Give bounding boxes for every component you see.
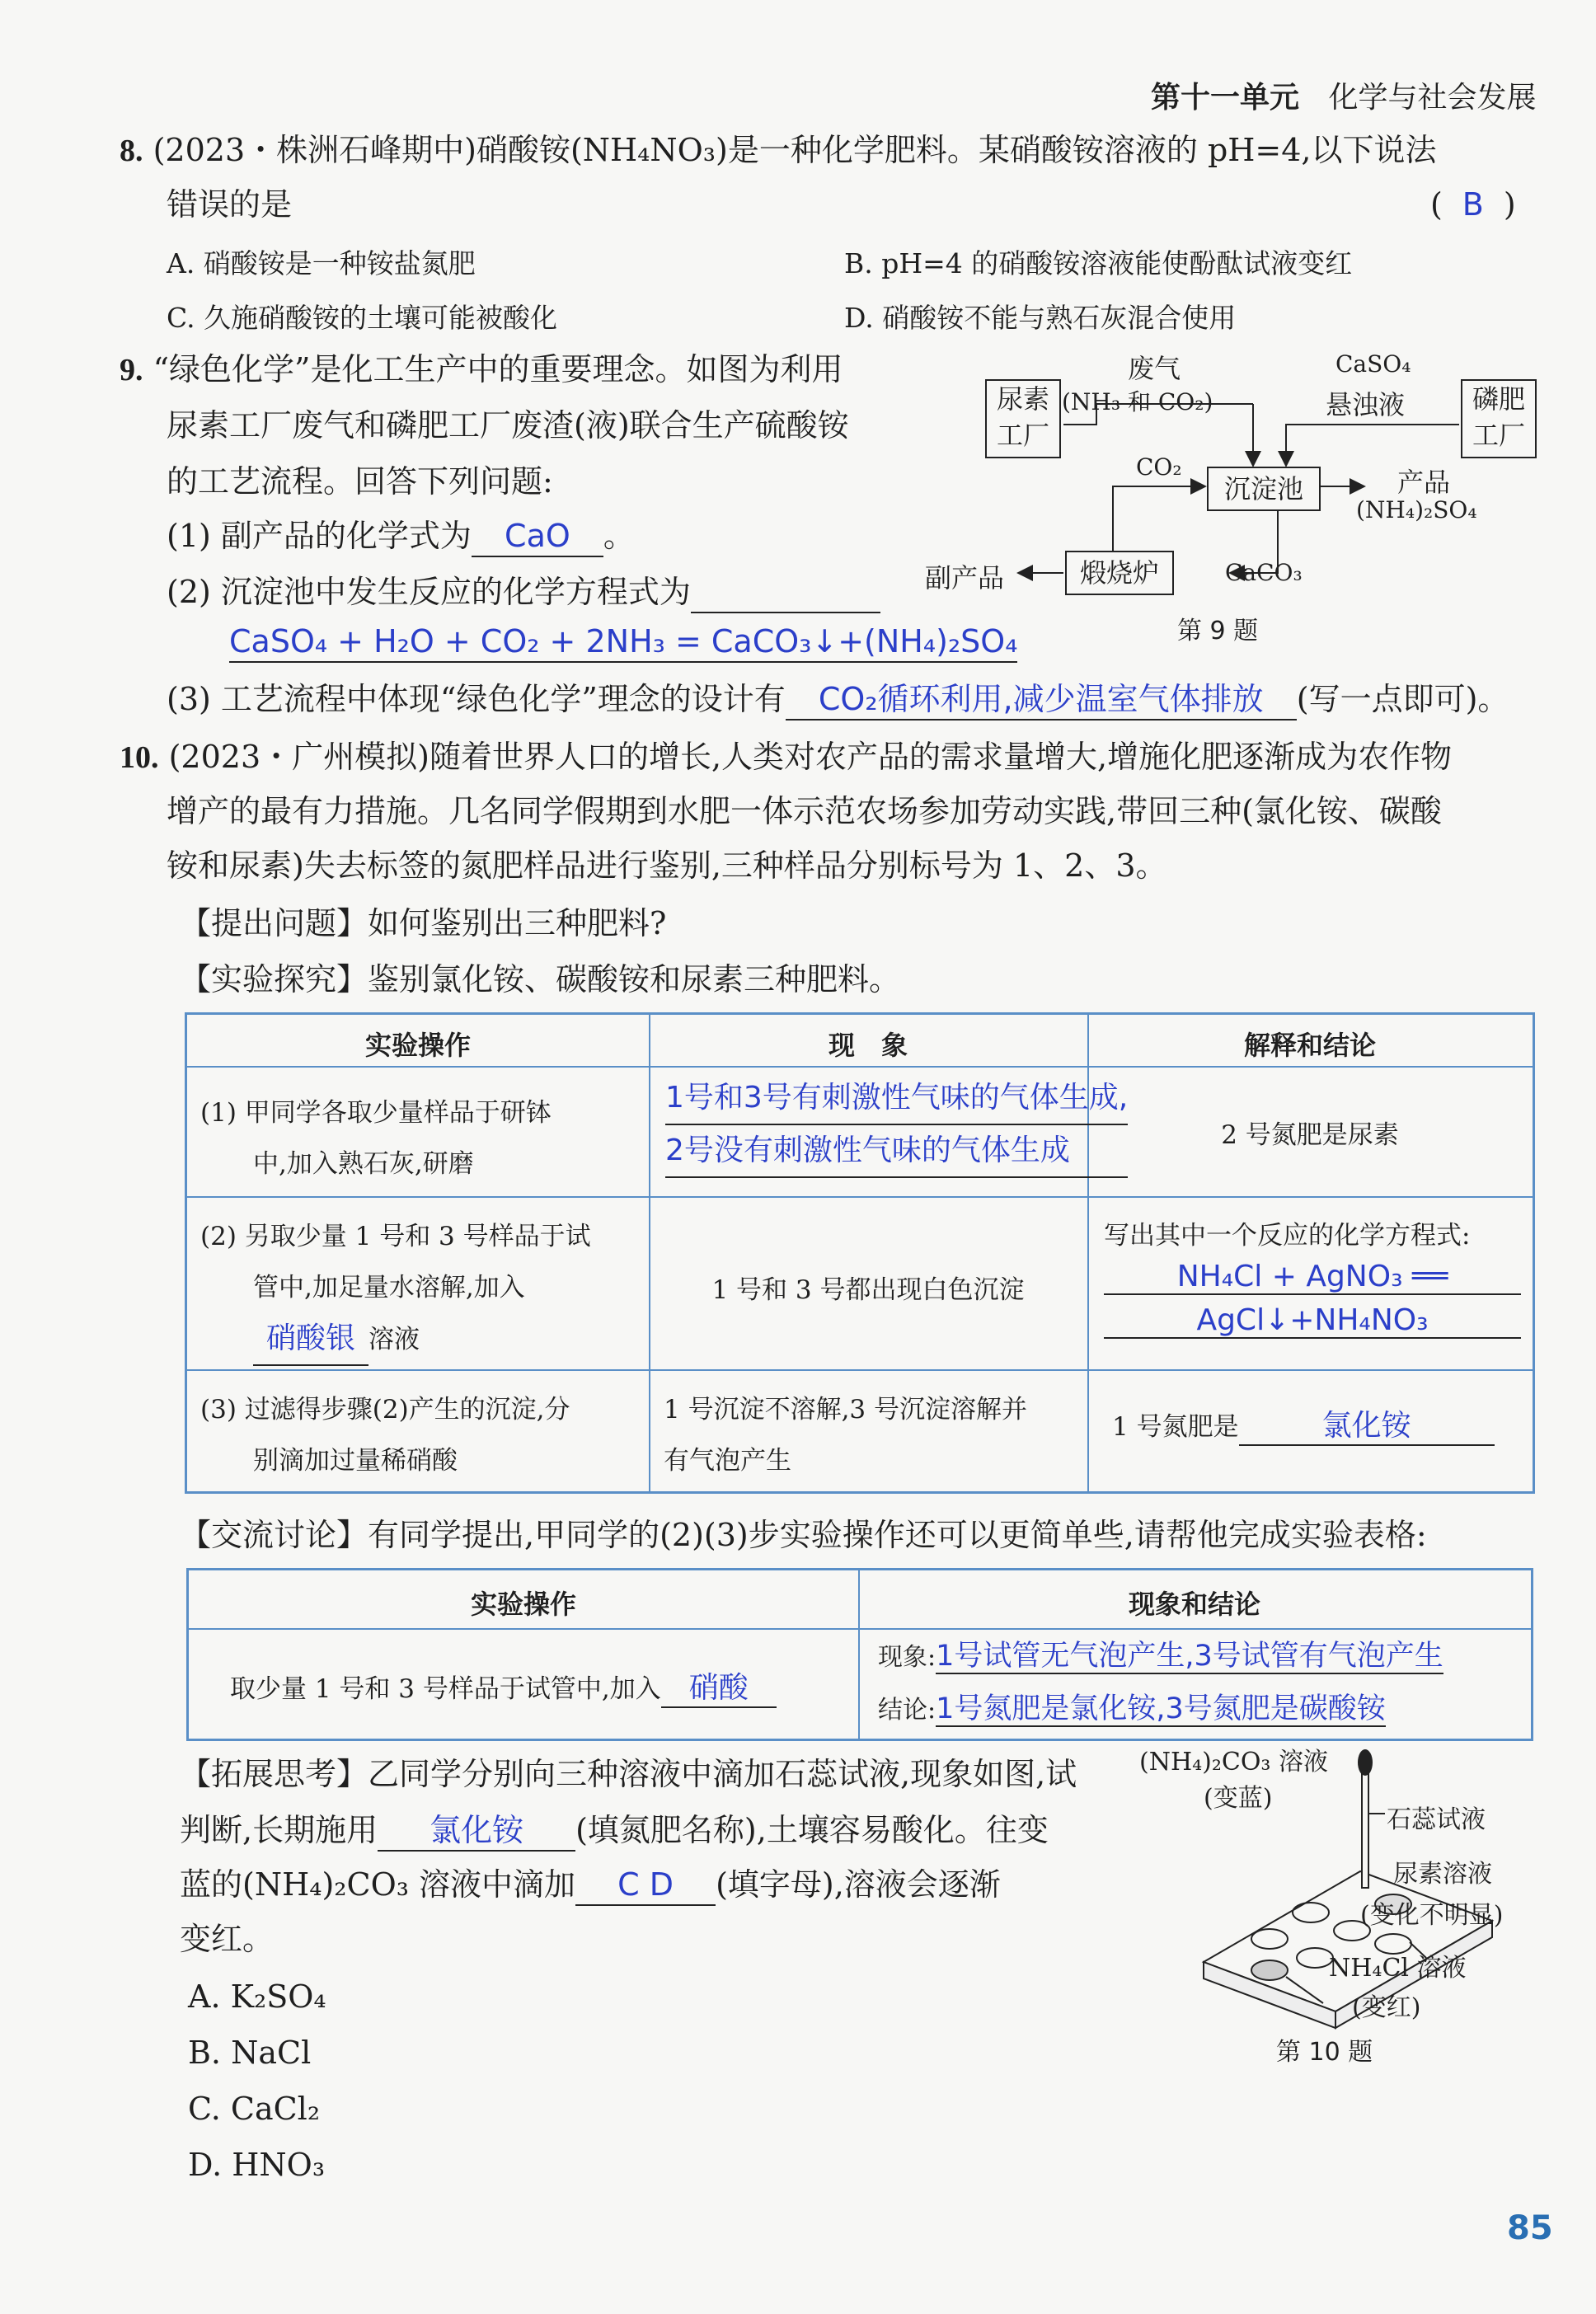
co2-label: CO₂ [1136, 453, 1182, 481]
extend-line3: 蓝的(NH₄)₂CO₃ 溶液中滴加 C D (填字母),溶液会逐渐 [180, 1866, 1001, 1906]
row2-conclusion: 写出其中一个反应的化学方程式: NH₄Cl + AgNO₃ ══ AgCl↓+NH₄NO₃ [1104, 1214, 1521, 1339]
spot-plate-figure [1139, 1748, 1575, 2094]
q9-part3-answer: CO₂循环利用,减少温室气体排放 [786, 681, 1297, 720]
table2-observation: 现象:1号试管无气泡产生,3号试管有气泡产生 [878, 1640, 1443, 1673]
amm-carb-label: (NH₄)₂CO₃ 溶液 [1139, 1748, 1328, 1777]
simplified-experiment-table [186, 1568, 1533, 1741]
table2-conclusion-answer: 1号氮肥是氯化铵,3号氮肥是碳酸铵 [936, 1692, 1386, 1725]
table2-header-operation: 实验操作 [470, 1589, 576, 1620]
suspension-label: 悬浊液 [1326, 389, 1406, 420]
blue-label: (变蓝) [1204, 1784, 1273, 1813]
q9-part1: (1) 副产品的化学式为 CaO 。 [167, 518, 635, 557]
q10-stem1: (2023・广州模拟)随着世界人口的增长,人类对农产品的需求量增大,增施化肥逐渐成为农作物 [168, 739, 1453, 775]
red-well [1251, 1960, 1288, 1980]
row3-observation: 1 号沉淀不溶解,3 号沉淀溶解并 有气泡产生 [664, 1395, 1028, 1476]
q9-part2-answer: CaSO₄ + H₂O + CO₂ + 2NH₃ = CaCO₃↓+(NH₄)₂SO₄ [229, 623, 1017, 663]
caso4-label: CaSO₄ [1335, 350, 1411, 378]
table1-header-observation: 现 象 [828, 1030, 908, 1061]
row2-operation: (2) 另取少量 1 号和 3 号样品于试 管中,加足量水溶解,加入 硝酸银 溶液 [200, 1211, 637, 1366]
unit-title: 第十一单元 [1151, 81, 1300, 115]
byproduct-label: 副产品 [925, 562, 1005, 594]
q8-option-b: B. pH=4 的硝酸铵溶液能使酚酞试液变红 [844, 247, 1353, 279]
q9-part2 [167, 574, 880, 613]
q9-part1-label: (1) 副产品的化学式为 [167, 518, 472, 554]
q9-part3 [167, 681, 1509, 720]
page-number: 85 [1507, 2209, 1553, 2247]
q9-stem1: “绿色化学”是化工生产中的重要理念。如图为利用 [153, 351, 843, 387]
extend-line1: 【拓展思考】乙同学分别向三种溶液中滴加石蕊试液,现象如图,试 [180, 1756, 1077, 1792]
phosphate-factory-box: 磷肥工厂 [1461, 379, 1537, 458]
row2-observation: 1 号和 3 号都出现白色沉淀 [711, 1275, 1025, 1305]
kiln-box: 煅烧炉 [1065, 551, 1174, 595]
waste-gas-label: 废气 [1128, 353, 1181, 384]
q10-stem-line1 [120, 739, 1452, 777]
table2-header-result: 现象和结论 [1128, 1589, 1260, 1620]
q9-figure-caption: 第 9 题 [1177, 617, 1259, 645]
extend-option-d: D. HNO₃ [188, 2147, 326, 2183]
q9-stem3: 的工艺流程。回答下列问题: [167, 463, 553, 500]
dropper [1362, 1764, 1368, 1888]
table2-observation-answer: 1号试管无气泡产生,3号试管有气泡产生 [936, 1640, 1443, 1673]
unit-topic: 化学与社会发展 [1328, 81, 1537, 115]
extend-line2: 判断,长期施用 氯化铵 (填氮肥名称),土壤容易酸化。往变 [180, 1812, 1049, 1852]
q10-explore: 【实验探究】鉴别氯化铵、碳酸铵和尿素三种肥料。 [180, 961, 901, 997]
q9-part3-suffix: (写一点即可)。 [1296, 681, 1509, 717]
q10-stem3: 铵和尿素)失去标签的氮肥样品进行鉴别,三种样品分别标号为 1、2、3。 [167, 847, 1167, 884]
q8-answer-bracket: ( B ) [1430, 186, 1516, 223]
q9-part2-label: (2) 沉淀池中发生反应的化学方程式为 [167, 574, 691, 610]
q8-option-a: A. 硝酸铵是一种铵盐氮肥 [167, 247, 476, 279]
q9-part1-answer: CaO [472, 518, 603, 557]
table2-operation: 取少量 1 号和 3 号样品于试管中,加入 硝酸 [230, 1664, 777, 1708]
extend-option-b: B. NaCl [188, 2035, 312, 2071]
table2-reagent-answer: 硝酸 [661, 1664, 777, 1708]
q10-number: 10. [120, 740, 159, 775]
row3-fertilizer-answer: 氯化铵 [1239, 1402, 1495, 1446]
table2-conclusion: 结论:1号氮肥是氯化铵,3号氮肥是碳酸铵 [878, 1692, 1386, 1725]
q9-stem-line1 [120, 351, 843, 390]
q8-option-d: D. 硝酸铵不能与熟石灰混合使用 [844, 302, 1237, 334]
row2-reagent-answer: 硝酸银 [253, 1313, 368, 1366]
red-label: (变红) [1352, 1993, 1421, 2022]
row3-operation: (3) 过滤得步骤(2)产生的沉淀,分 别滴加过量稀硝酸 [200, 1395, 570, 1476]
row3-conclusion: 1 号氮肥是 氯化铵 [1112, 1402, 1495, 1446]
extend-line4: 变红。 [180, 1921, 275, 1957]
table1-header-conclusion: 解释和结论 [1243, 1030, 1376, 1061]
extend-fertilizer-answer: 氯化铵 [378, 1812, 575, 1852]
q8-answer: B [1462, 186, 1484, 223]
row2-equation-line1: NH₄Cl + AgNO₃ ══ [1104, 1260, 1521, 1295]
product-formula: (NH₄)₂SO₄ [1356, 496, 1477, 523]
q10-discuss: 【交流讨论】有同学提出,甲同学的(2)(3)步实验操作还可以更简单些,请帮他完成实验表格: [180, 1517, 1427, 1553]
q8-stem1: (2023・株洲石峰期中)硝酸铵(NH₄NO₃)是一种化学肥料。某硝酸铵溶液的 pH=4,以下说法 [153, 132, 1437, 168]
row2-equation-line2: AgCl↓+NH₄NO₃ [1104, 1303, 1521, 1339]
caco3-label: CaCO₃ [1225, 559, 1303, 586]
row1-observation: 1号和3号有刺激性气味的气体生成, 2号没有刺激性气味的气体生成 [665, 1073, 1128, 1178]
product-label: 产品 [1397, 467, 1451, 498]
q10-stem2: 增产的最有力措施。几名同学假期到水肥一体示范农场参加劳动实践,带回三种(氯化铵、碳酸 [167, 793, 1442, 829]
q10-figure-caption: 第 10 题 [1276, 2038, 1373, 2067]
row1-conclusion: 2 号氮肥是尿素 [1221, 1120, 1399, 1150]
suspension-arrow [1286, 425, 1459, 466]
q8-option-c: C. 久施硝酸铵的土壤可能被酸化 [167, 302, 558, 334]
q9-flow-diagram [925, 338, 1542, 651]
q8-stem2: 错误的是 [167, 186, 293, 223]
q8-number: 8. [120, 134, 143, 168]
extend-choice-answer: C D [575, 1866, 716, 1906]
extend-option-c: C. CaCl₂ [188, 2091, 321, 2127]
urea-factory-box: 尿素工厂 [985, 379, 1061, 458]
no-change-label: (变化不明显) [1360, 1901, 1504, 1930]
litmus-label: 石蕊试液 [1387, 1805, 1486, 1834]
nh4cl-label: NH₄Cl 溶液 [1329, 1954, 1467, 1983]
row1-operation: (1) 甲同学各取少量样品于研钵 中,加入熟石灰,研磨 [200, 1098, 552, 1179]
urea-label: 尿素溶液 [1393, 1860, 1492, 1889]
q9-stem2: 尿素工厂废气和磷肥工厂废渣(液)联合生产硫酸铵 [167, 407, 849, 444]
waste-gas-formula: (NH₃ 和 CO₂) [1062, 388, 1213, 415]
q9-part3-label: (3) 工艺流程中体现“绿色化学”理念的设计有 [167, 681, 786, 717]
extend-option-a: A. K₂SO₄ [188, 1978, 326, 2015]
q10-question: 【提出问题】如何鉴别出三种肥料? [180, 905, 667, 941]
experiment-table [185, 1012, 1535, 1494]
q8-stem-line1 [120, 132, 1437, 171]
q9-number: 9. [120, 353, 143, 387]
table1-header-operation: 实验操作 [364, 1030, 471, 1061]
sedimentation-tank-box: 沉淀池 [1207, 467, 1321, 511]
unit-header [1151, 74, 1536, 116]
